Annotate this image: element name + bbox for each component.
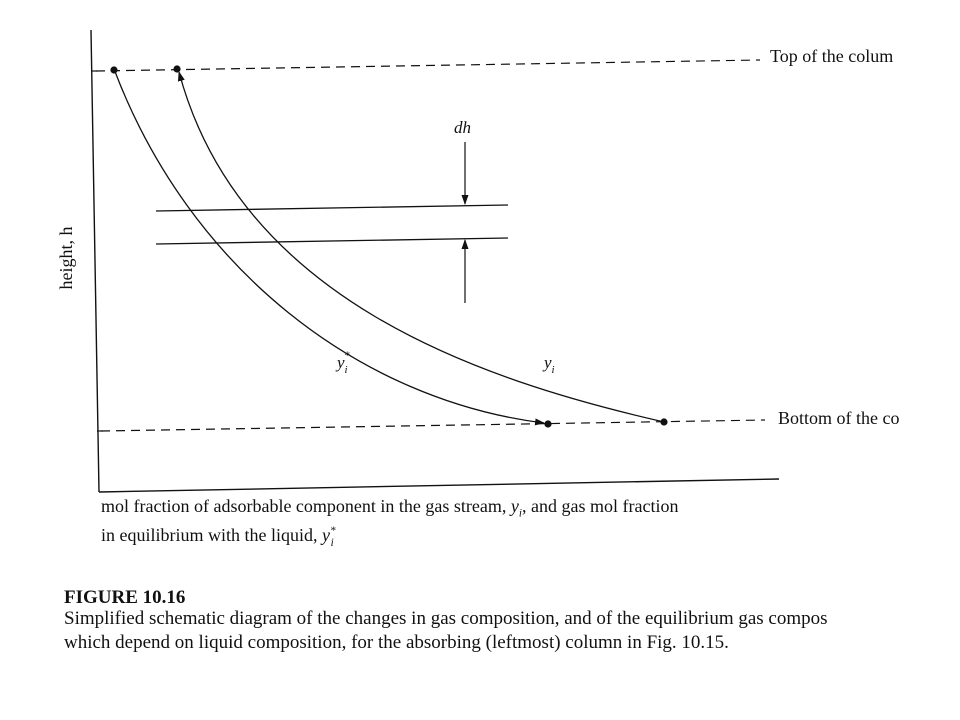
yi-curve-label: $y_i$ xyxy=(544,353,555,376)
yi-star-curve-label: $y_i*$ xyxy=(337,348,350,376)
slice-lower-line xyxy=(156,238,508,244)
slice-upper-line xyxy=(156,205,508,211)
point-bottom-yi-star xyxy=(544,420,551,427)
figure-number: FIGURE 10.16 xyxy=(64,587,186,608)
y-axis-line xyxy=(91,30,99,492)
point-bottom-yi xyxy=(660,418,667,425)
column-top-label: Top of the colum xyxy=(770,46,894,66)
gas-composition-curve-yi xyxy=(179,72,664,422)
point-top-yi-star xyxy=(110,66,117,73)
x-axis-line xyxy=(99,479,779,492)
point-top-yi xyxy=(173,65,180,72)
column-top-dashed-line xyxy=(96,60,760,71)
figure-caption-line-1: Simplified schematic diagram of the changes in gas composition, and of the equilibrium gas compos xyxy=(64,608,828,629)
column-bottom-label: Bottom of the co xyxy=(778,408,900,428)
dh-label: dh xyxy=(454,118,471,137)
x-axis-label-line-2: in equilibrium with the liquid, $y^*_i$ xyxy=(101,525,336,549)
x-axis-label-line-1: mol fraction of adsorbable component in the gas stream, $y_i$, and gas mol fraction xyxy=(101,496,679,520)
equilibrium-curve-yi-star xyxy=(114,69,544,423)
y-axis-label: height, h xyxy=(56,226,76,290)
figure-caption-line-2: which depend on liquid composition, for the absorbing (leftmost) column in Fig. 10.15. xyxy=(64,632,729,653)
